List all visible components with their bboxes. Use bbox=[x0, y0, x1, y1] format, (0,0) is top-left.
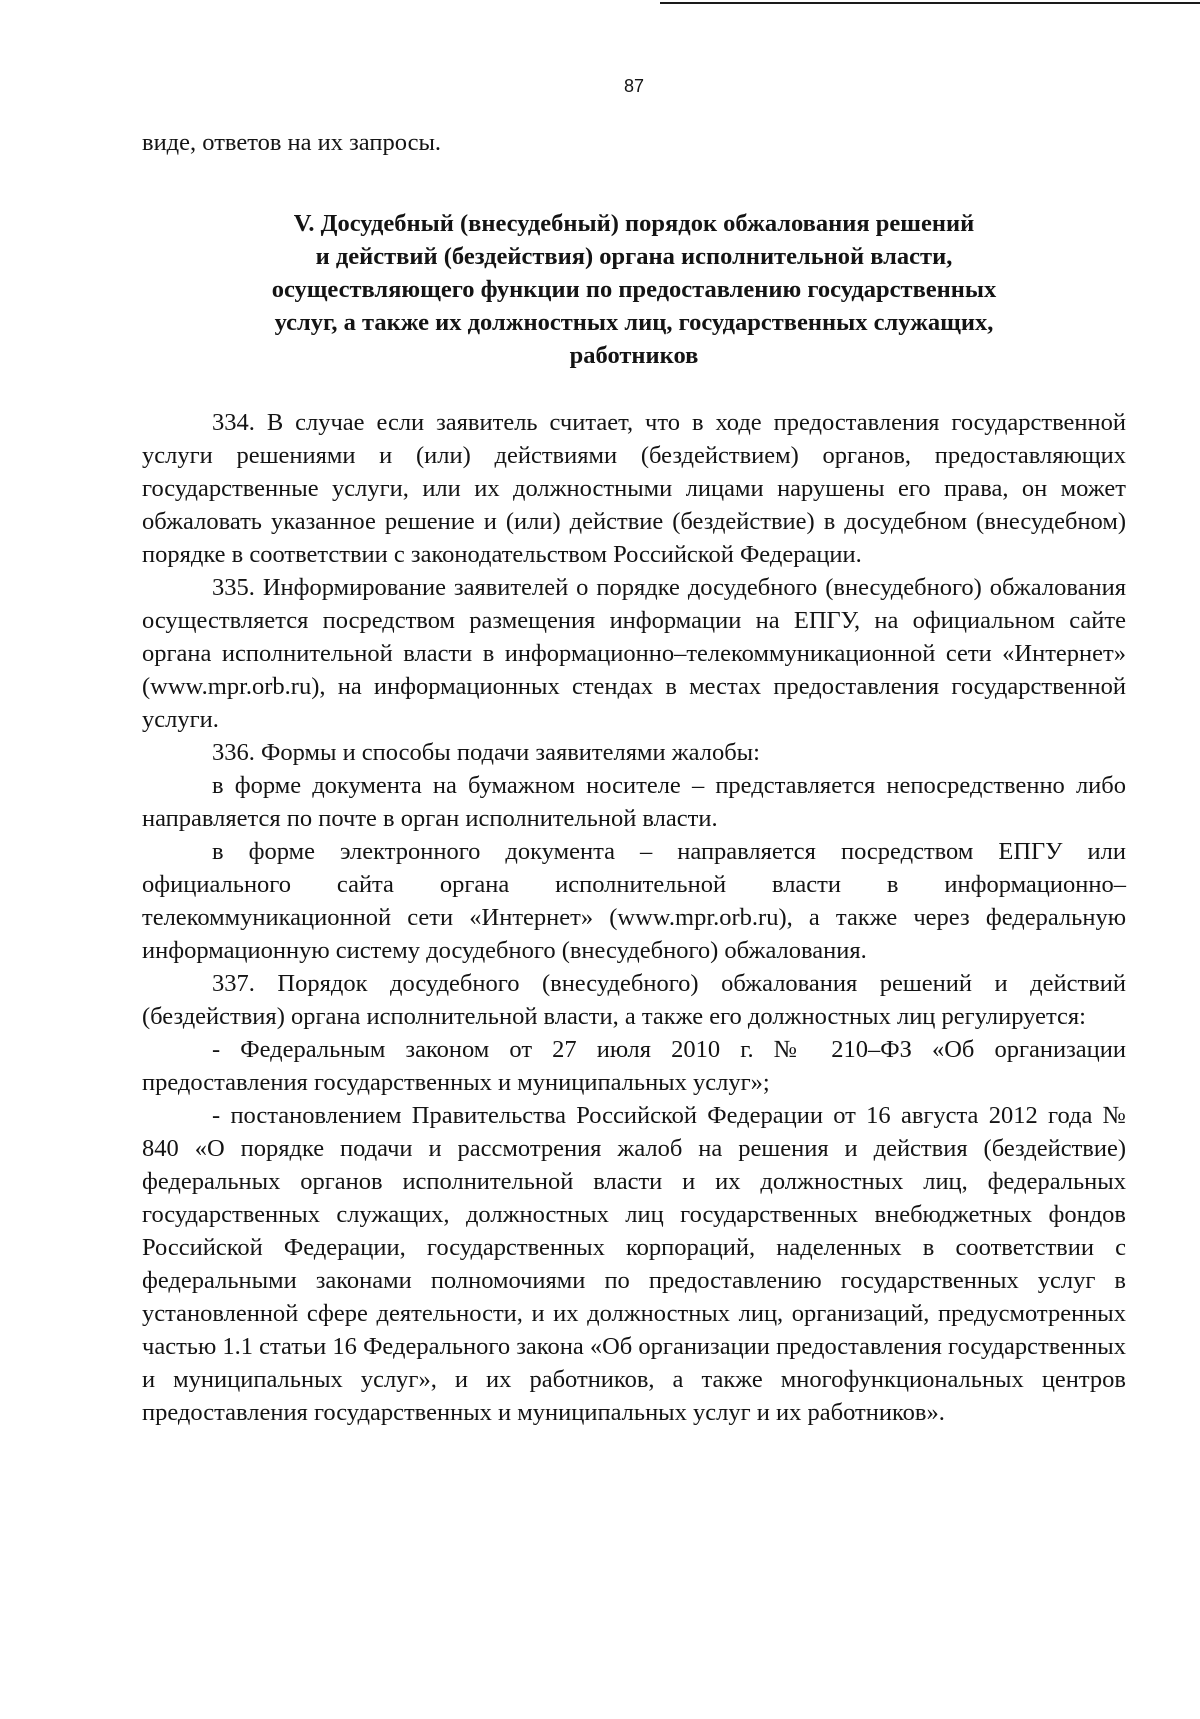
section-heading-line: осуществляющего функции по предоставлению государственных bbox=[271, 276, 997, 303]
paragraph-electronic-form: в форме электронного документа – направляется посредством ЕПГУ или официального сайта органа исполнительной власти в информационно–телекоммуникационной сети «Интернет» (www.mpr.orb.ru), а также через федеральную информационную систему досудебного (внесудебного) обжалования. bbox=[142, 838, 1126, 964]
section-heading bbox=[142, 207, 1126, 372]
section-heading-line: и действий (бездействия) органа исполнительной власти, bbox=[315, 243, 953, 270]
list-item-federal-law: - Федеральным законом от 27 июля 2010 г. № 210–ФЗ «Об организации предоставления государственных и муниципальных услуг»; bbox=[142, 1036, 1126, 1096]
scan-edge-line bbox=[660, 2, 1200, 4]
page-number: 87 bbox=[623, 76, 645, 96]
paragraph-335: 335. Информирование заявителей о порядке досудебного (внесудебного) обжалования осуществляется посредством размещения информации на ЕПГУ, на официальном сайте органа исполнительной власти в информационно–телекоммуникационной сети «Интернет» (www.mpr.orb.ru), на информационных стендах в местах предоставления государственной услуги. bbox=[142, 574, 1126, 733]
paragraph-336: 336. Формы и способы подачи заявителями жалобы: bbox=[212, 739, 760, 766]
section-heading-line: работников bbox=[569, 342, 699, 369]
paragraph-334: 334. В случае если заявитель считает, что в ходе предоставления государственной услуги решениями и (или) действиями (бездействием) органов, предоставляющих государственные услуги, или их должностными лицами нарушены его права, он может обжаловать указанное решение и (или) действие (бездействие) в досудебном (внесудебном) порядке в соответствии с законодательством Российской Федерации. bbox=[142, 409, 1126, 568]
section-heading-line: V. Досудебный (внесудебный) порядок обжалования решений bbox=[293, 210, 975, 237]
paragraph-paper-form: в форме документа на бумажном носителе – представляется непосредственно либо направляется по почте в орган исполнительной власти. bbox=[142, 772, 1126, 832]
document-body bbox=[142, 126, 1126, 1429]
section-heading-line: услуг, а также их должностных лиц, государственных служащих, bbox=[274, 309, 994, 336]
list-item-government-decree: - постановлением Правительства Российской Федерации от 16 августа 2012 года № 840 «О порядке подачи и рассмотрения жалоб на решения и действия (бездействие) федеральных органов исполнительной власти и их должностных лиц, федеральных государственных служащих, должностных лиц государственных внебюджетных фондов Российской Федерации, государственных корпораций, наделенных в соответствии с федеральными законами полномочиями по предоставлению государственных услуг в установленной сфере деятельности, и их должностных лиц, организаций, предусмотренных частью 1.1 статьи 16 Федерального закона «Об организации предоставления государственных и муниципальных услуг», и их работников, а также многофункциональных центров предоставления государственных и муниципальных услуг и их работников». bbox=[142, 1102, 1126, 1426]
continuation-text: виде, ответов на их запросы. bbox=[142, 129, 442, 156]
paragraph-337: 337. Порядок досудебного (внесудебного) обжалования решений и действий (бездействия) органа исполнительной власти, а также его должностных лиц регулируется: bbox=[142, 970, 1126, 1030]
